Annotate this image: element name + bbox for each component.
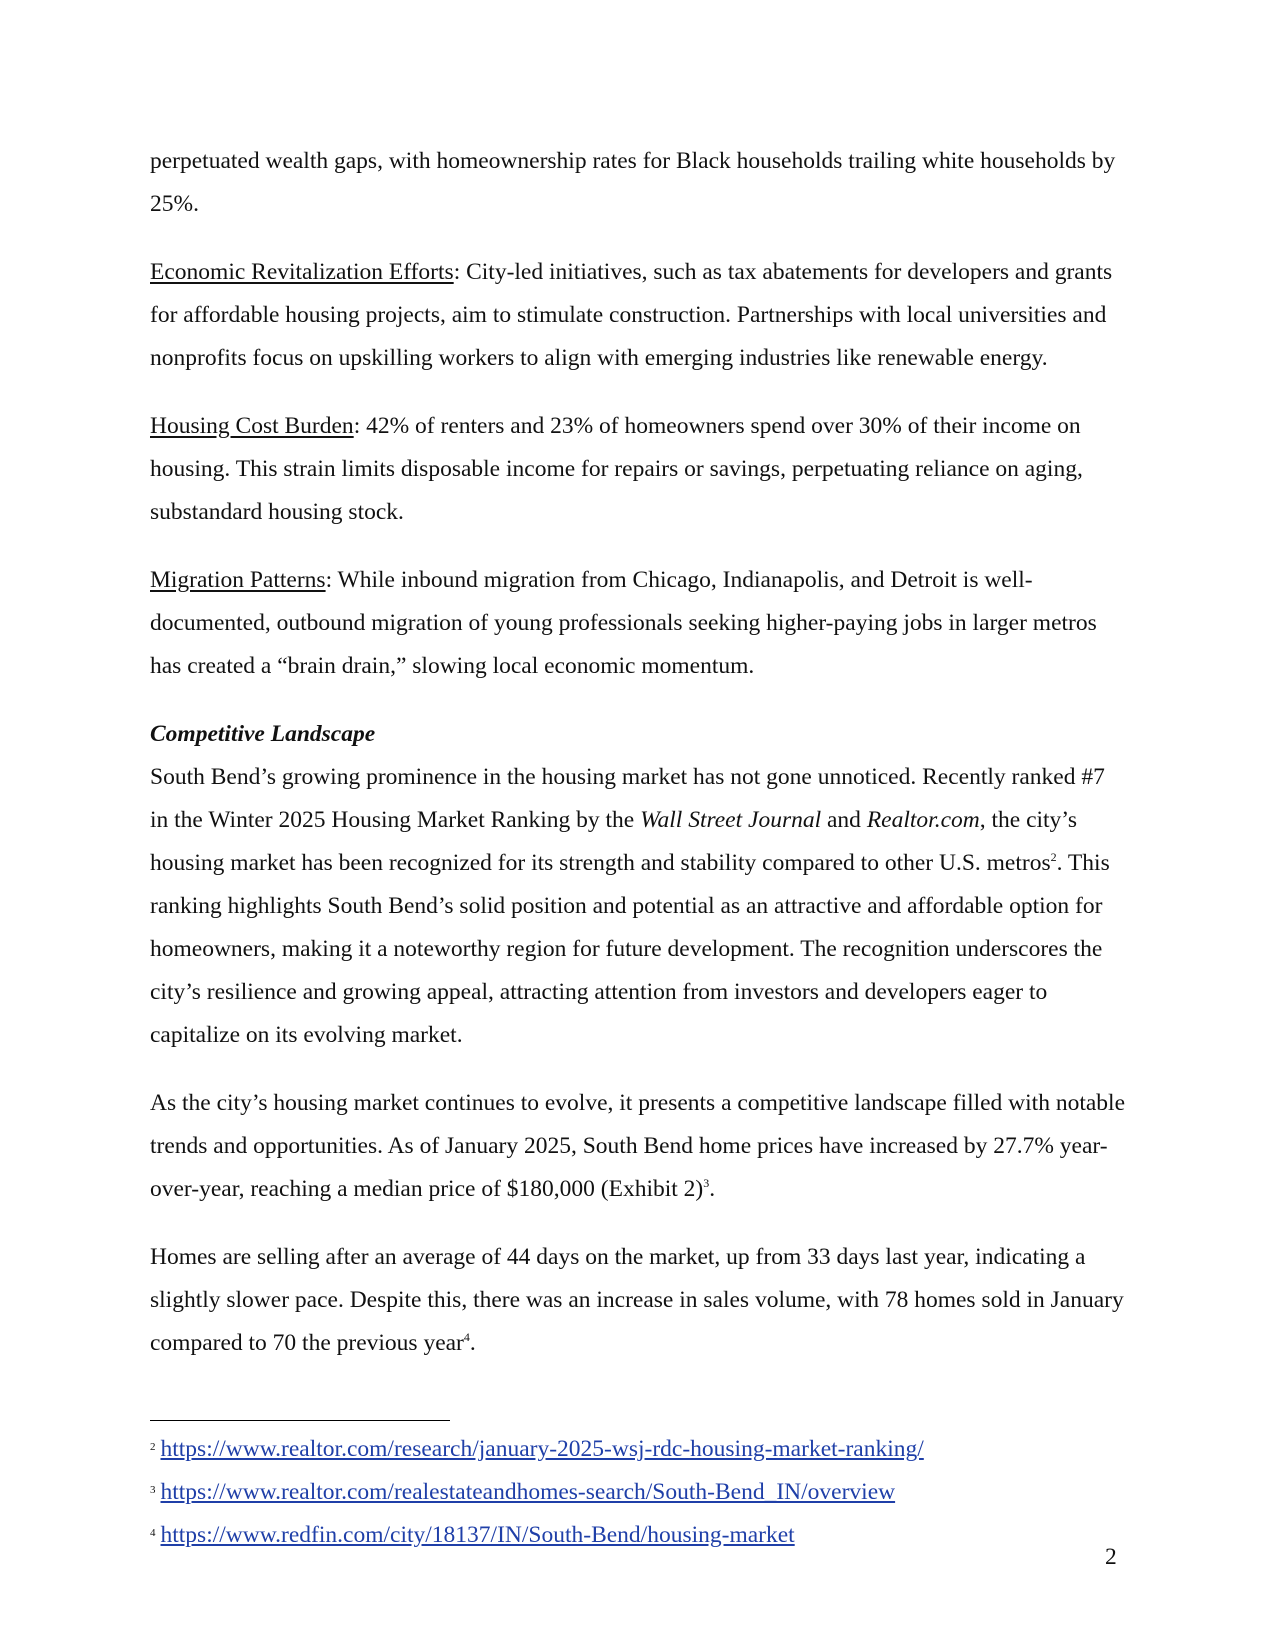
footnotes [150, 1428, 950, 1557]
ranking-text-b: and [821, 807, 867, 833]
paragraph-housing-cost-burden [150, 405, 1125, 534]
page-number: 2 [1105, 1544, 1117, 1570]
paragraph-migration-patterns [150, 559, 1125, 688]
paragraph-economic-revitalization [150, 251, 1125, 380]
footnote-ref-2[interactable]: 2 [1050, 850, 1057, 864]
footnote-ref-4[interactable]: 4 [463, 1330, 470, 1344]
label-economic-revitalization: Economic Revitalization Efforts [150, 259, 454, 285]
wsj-title: Wall Street Journal [640, 807, 822, 833]
label-migration-patterns: Migration Patterns [150, 567, 326, 593]
footnote-number: 2 [150, 1441, 156, 1453]
prices-text-a: As the city’s housing market continues to evolve, it presents a competitive landscape filled with notable trends and opportunities. As of January 2025, South Bend home prices have increased by 27.7% year-over-year, reaching a median price of $180,000 (Exhibit 2) [150, 1090, 1126, 1202]
footnote-number: 3 [150, 1484, 156, 1496]
paragraph-home-prices [150, 1082, 1125, 1211]
footnote-link-4[interactable]: https://www.redfin.com/city/18137/IN/South-Bend/housing-market [160, 1522, 795, 1548]
footnote-3 [150, 1471, 950, 1514]
label-housing-cost-burden: Housing Cost Burden [150, 413, 354, 439]
ranking-text-a: South Bend’s growing prominence in the housing market has not gone unnoticed. Recently ranked #7 in the Winter 2025 Housing Market Ranking by the [150, 764, 1105, 833]
footnote-link-2[interactable]: https://www.realtor.com/research/january-2025-wsj-rdc-housing-market-ranking/ [160, 1436, 924, 1462]
text-economic-revitalization: : City-led initiatives, such as tax abatements for developers and grants for affordable housing projects, aim to stimulate construction. Partnerships with local universities and nonprofits focus on upskilling workers to align with emerging industries like renewable energy. [150, 259, 1113, 371]
paragraph-days-on-market [150, 1236, 1125, 1365]
ranking-text-d: . This ranking highlights South Bend’s solid position and potential as an attractive and affordable option for homeowners, making it a noteworthy region for future development. The recognition underscores the city’s resilience and growing appeal, attracting attention from investors and developers eager to capitalize on its evolving market. [150, 850, 1110, 1048]
ranking-text-c: , the city’s housing market has been recognized for its strength and stability compared to other U.S. metros [150, 807, 1077, 876]
footnote-separator [150, 1420, 450, 1421]
page-body [150, 140, 1125, 1390]
paragraph-ranking [150, 756, 1125, 1057]
days-text-a: Homes are selling after an average of 44 days on the market, up from 33 days last year, indicating a slightly slower pace. Despite this, there was an increase in sales volume, with 78 homes sold in January compared to 70 the previous year [150, 1244, 1124, 1356]
text-migration-patterns: : While inbound migration from Chicago, Indianapolis, and Detroit is well-documented, outbound migration of young professionals seeking higher-paying jobs in larger metros has created a “brain drain,” slowing local economic momentum. [150, 567, 1097, 679]
footnote-link-3[interactable]: https://www.realtor.com/realestateandhomes-search/South-Bend_IN/overview [160, 1479, 896, 1505]
heading-competitive-landscape: Competitive Landscape [150, 721, 376, 747]
realtor-title: Realtor.com [866, 807, 980, 833]
text-housing-cost-burden: : 42% of renters and 23% of homeowners spend over 30% of their income on housing. This strain limits disposable income for repairs or savings, perpetuating reliance on aging, substandard housing stock. [150, 413, 1083, 525]
days-text-b: . [469, 1330, 476, 1356]
paragraph-wealth-gaps: perpetuated wealth gaps, with homeownership rates for Black households trailing white households by 25%. [150, 148, 1116, 217]
footnote-number: 4 [150, 1527, 156, 1539]
footnote-ref-3[interactable]: 3 [703, 1176, 710, 1190]
footnote-2 [150, 1428, 950, 1471]
footnote-4 [150, 1514, 950, 1557]
prices-text-b: . [709, 1176, 716, 1202]
